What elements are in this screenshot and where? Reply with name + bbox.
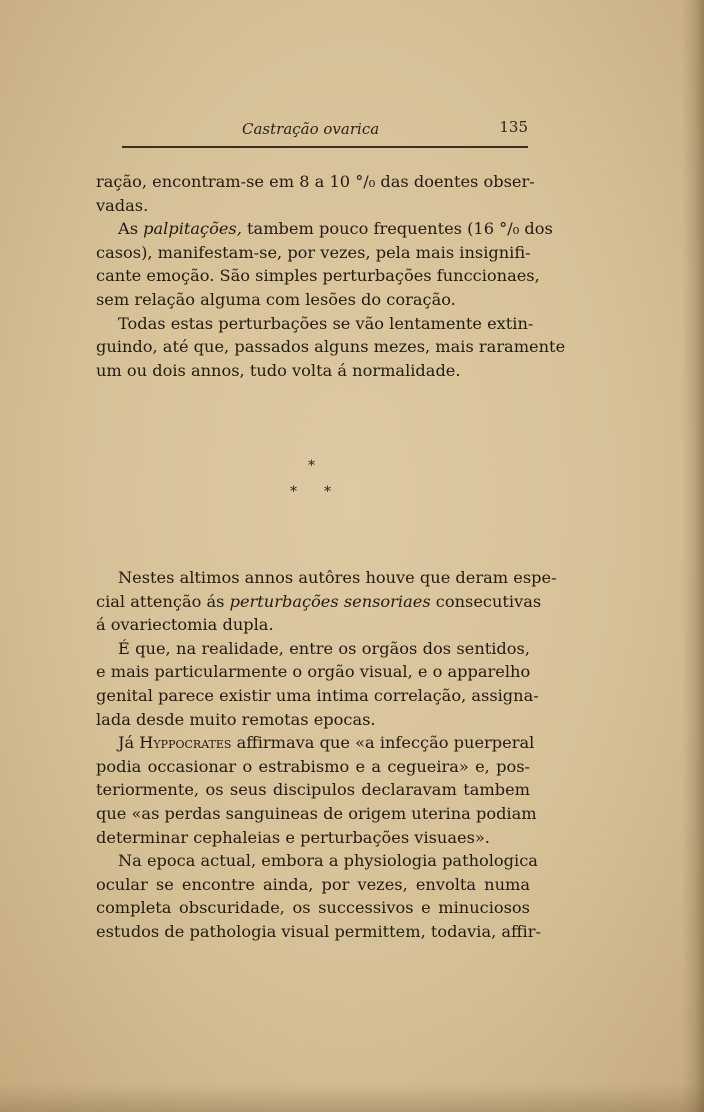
paragraph bbox=[96, 170, 535, 217]
paragraph bbox=[96, 637, 539, 731]
text-line: cial attenção ás perturbações sensoriaes consecutivas bbox=[96, 591, 542, 611]
text-block-lower bbox=[96, 566, 557, 944]
text-line: ocular se encontre ainda, por vezes, envolta numa bbox=[96, 874, 530, 894]
paragraph bbox=[96, 312, 566, 383]
text-line: podia occasionar o estrabismo e a cegueira» e, pos- bbox=[96, 756, 530, 776]
paragraph bbox=[96, 566, 557, 637]
author-name: Hyppocrates bbox=[139, 733, 232, 753]
text-line: Nestes altimos annos autôres houve que deram espe- bbox=[118, 568, 557, 587]
text-line: Já Hyppocrates affirmava que «a infecção puerperal bbox=[118, 733, 535, 753]
text-line: genital parece existir uma intima correlação, assigna- bbox=[96, 685, 539, 705]
asterism-star: * bbox=[324, 484, 331, 500]
text-line: ração, encontram-se em 8 a 10 °/₀ das doentes obser- bbox=[96, 172, 535, 191]
running-head bbox=[122, 116, 528, 142]
text-line: e mais particularmente o orgão visual, e o apparelho bbox=[96, 662, 531, 682]
text-line: As palpitações, tambem pouco frequentes (16 °/₀ dos bbox=[118, 219, 553, 239]
italic-term: perturbações sensoriaes bbox=[229, 591, 431, 611]
text-line: lada desde muito remotas epocas. bbox=[96, 709, 376, 729]
text-line: cante emoção. São simples perturbações funccionaes, bbox=[96, 266, 540, 286]
page-number: 135 bbox=[499, 118, 528, 136]
text-line: vadas. bbox=[96, 195, 149, 215]
text-line: teriormente, os seus discipulos declaravam tambem bbox=[96, 780, 530, 800]
text-line: É que, na realidade, entre os orgãos dos sentidos, bbox=[118, 638, 530, 658]
paragraph bbox=[96, 849, 541, 943]
text-line: á ovariectomia dupla. bbox=[96, 615, 274, 635]
text-block-upper bbox=[96, 170, 566, 382]
paragraph bbox=[96, 731, 537, 849]
page-edge-shadow bbox=[682, 0, 704, 1112]
header-rule bbox=[122, 146, 528, 148]
text-line: completa obscuridade, os successivos e minuciosos bbox=[96, 898, 530, 918]
text-line: Na epoca actual, embora a physiologia pathologica bbox=[118, 851, 538, 871]
asterism-star: * bbox=[290, 484, 297, 500]
page-bottom-shadow bbox=[0, 1084, 704, 1112]
italic-term: palpitações, bbox=[143, 219, 242, 239]
text-line: sem relação alguma com lesões do coração. bbox=[96, 289, 456, 309]
text-line: que «as perdas sanguineas de origem uterina podiam bbox=[96, 803, 537, 823]
asterism-separator bbox=[282, 458, 342, 502]
text-line: determinar cephaleias e perturbações visuaes». bbox=[96, 827, 490, 847]
text-line: estudos de pathologia visual permittem, todavia, affir- bbox=[96, 921, 541, 941]
text-line: um ou dois annos, tudo volta á normalidade. bbox=[96, 360, 461, 380]
text-line: guindo, até que, passados alguns mezes, mais raramente bbox=[96, 337, 566, 357]
running-title: Castração ovarica bbox=[242, 120, 380, 138]
text-line: Todas estas perturbações se vão lentamente extin- bbox=[118, 313, 534, 333]
text-line: casos), manifestam-se, por vezes, pela mais insignifi- bbox=[96, 242, 531, 262]
asterism-star: * bbox=[308, 458, 315, 474]
paragraph bbox=[96, 217, 553, 311]
